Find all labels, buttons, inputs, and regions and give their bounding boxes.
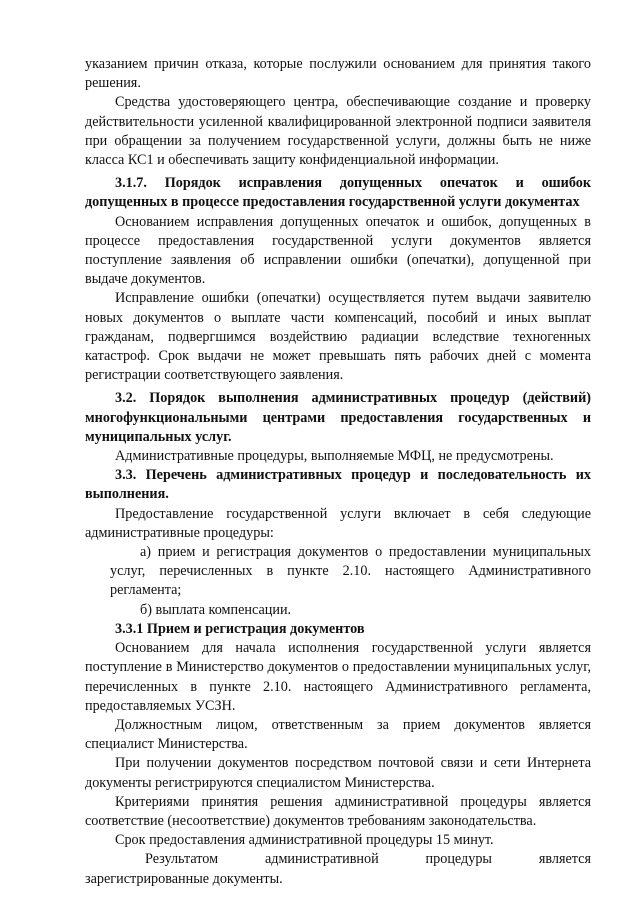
word: процедуры (425, 851, 492, 868)
paragraph: Основанием для начала исполнения государственной услуги является поступление в Министерство документов о предоставлении муниципальных услуг, перечисленных в пункте 2.10. настоящего Административного регламента, предоставляемых УСЗН. (85, 640, 591, 714)
section-heading-3-2: 3.2. Порядок выполнения административных процедур (действий) многофункциональными центрами предоставления государственных и муниципальных услуг. (85, 390, 591, 445)
paragraph: Срок предоставления административной процедуры 15 минут. (115, 832, 494, 849)
paragraph: зарегистрированные документы. (85, 870, 283, 887)
word: Результатом (145, 851, 219, 868)
section-heading-3-3-1: 3.3.1 Прием и регистрация документов (115, 620, 365, 637)
paragraph: указанием причин отказа, которые послужили основанием для принятия такого решения. (85, 56, 591, 92)
paragraph: Должностным лицом, ответственным за прием документов является специалист Министерства. (85, 716, 591, 753)
paragraph: Исправление ошибки (опечатки) осуществляется путем выдачи заявителю новых документов о выплате части компенсаций, пособий и иных выплат гражданам, подвергшимся воздействию радиации вследствие техногенных катастроф. Срок выдачи не может превышать пять рабочих дней с момента регистрации соответствующего заявления. (85, 290, 591, 384)
paragraph: При получении документов посредством почтовой связи и сети Интернета документы регистрируются специалистом Министерства. (85, 755, 591, 791)
list-item: б) выплата компенсации. (140, 601, 292, 618)
section-heading-3-1-7: 3.1.7. Порядок исправления допущенных опечаток и ошибок допущенных в процессе предоставления государственной услуги документах (85, 175, 591, 211)
paragraph: Административные процедуры, выполняемые МФЦ, не предусмотрены. (115, 448, 554, 465)
paragraph: Критериями принятия решения административной процедуры является соответствие (несоответствие) документов требованиям законодательства. (85, 793, 591, 829)
list-item: а) прием и регистрация документов о предоставлении муниципальных услуг, перечисленных в пункте 2.10. настоящего Административного регламента; (110, 544, 591, 599)
paragraph: Средства удостоверяющего центра, обеспечивающие создание и проверку действительности усиленной квалифицированной электронной подписи заявителя при обращении за получением государственной услуги, должны быть не ниже класса КС1 и обеспечивать защиту конфиденциальной информации. (85, 94, 591, 169)
paragraph: Предоставление государственной услуги включает в себя следующие административные процедуры: (85, 505, 591, 541)
section-heading-3-3: 3.3. Перечень административных процедур и последовательность их выполнения. (85, 467, 591, 503)
word: является (538, 851, 591, 868)
document-body (85, 55, 591, 889)
word: административной (264, 851, 379, 868)
paragraph-result-line (85, 850, 591, 869)
paragraph: Основанием исправления допущенных опечаток и ошибок, допущенных в процессе предоставления государственной услуги документов является поступление заявления об исправлении ошибки (опечатки), допущенной при выдаче документов. (85, 213, 591, 288)
